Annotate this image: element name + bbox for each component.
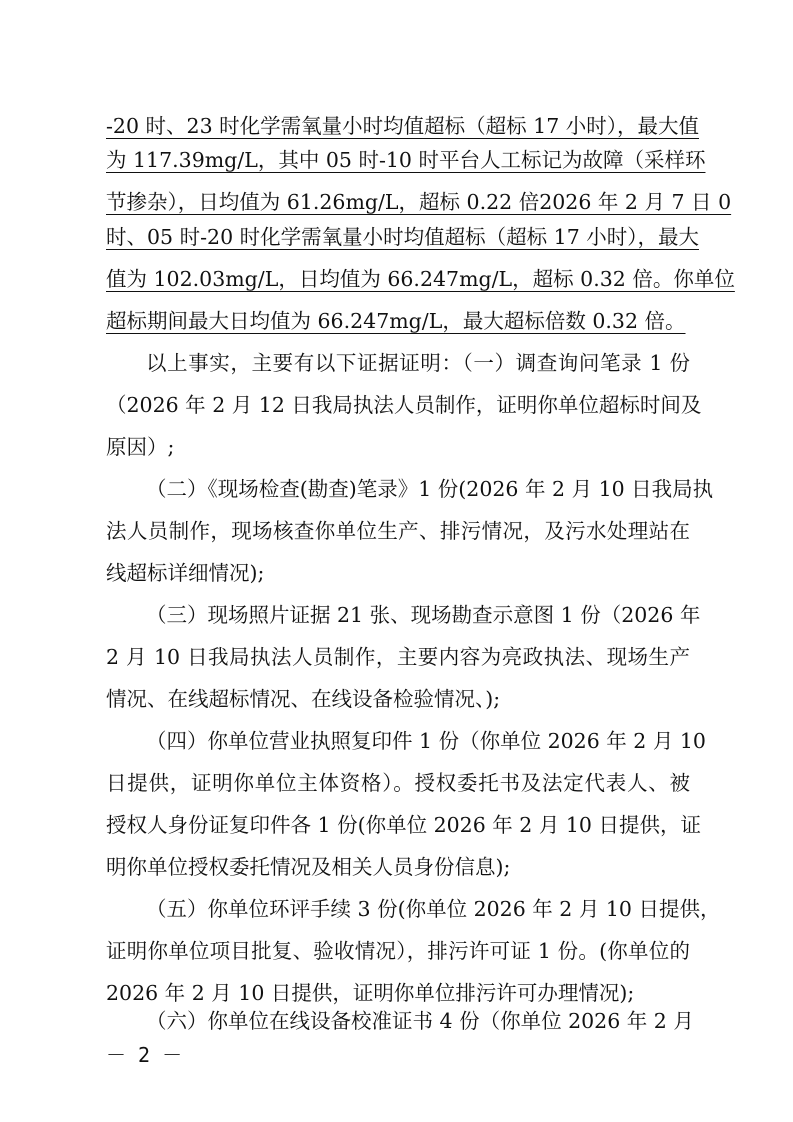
body-line: 以上事实，主要有以下证据证明：（一）调查询问笔录 1 份 <box>146 351 690 375</box>
body-line: 节掺杂），日均值为 61.26mg/L，超标 0.22 倍2026 年 2 月 7 日 0 <box>106 190 732 214</box>
body-line: （六）你单位在线设备校准证书 4 份（你单位 2026 年 2 月 <box>146 1009 694 1033</box>
body-line: 原因）; <box>106 435 175 459</box>
page-number: － 2 － <box>106 1043 183 1067</box>
body-line: （三）现场照片证据 21 张、现场勘查示意图 1 份（2026 年 <box>146 603 701 627</box>
body-line: （2026 年 2 月 12 日我局执法人员制作，证明你单位超标时间及 <box>106 393 702 417</box>
body-line: 为 117.39mg/L，其中 05 时-10 时平台人工标记为故障（采样环 <box>106 148 706 172</box>
body-line: 授权人身份证复印件各 1 份(你单位 2026 年 2 月 10 日提供，证 <box>106 813 701 837</box>
body-line: 线超标详细情况); <box>106 561 265 585</box>
body-line: 日提供，证明你单位主体资格）。授权委托书及法定代表人、被 <box>106 771 690 795</box>
body-line: 法人员制作，现场核查你单位生产、排污情况，及污水处理站在 <box>106 519 690 543</box>
body-line: 证明你单位项目批复、验收情况），排污许可证 1 份。(你单位的 <box>106 939 690 963</box>
body-line: -20 时、23 时化学需氧量小时均值超标（超标 17 小时），最大值 <box>106 114 699 138</box>
body-line: 2 月 10 日我局执法人员制作，主要内容为亮政执法、现场生产 <box>106 645 690 669</box>
body-line: 2026 年 2 月 10 日提供，证明你单位排污许可办理情况); <box>106 981 635 1005</box>
body-line: 情况、在线超标情况、在线设备检验情况、); <box>106 687 501 711</box>
body-line: 明你单位授权委托情况及相关人员身份信息); <box>106 855 511 879</box>
body-line: 时、05 时-20 时化学需氧量小时均值超标（超标 17 小时），最大 <box>106 225 699 249</box>
body-line: 超标期间最大日均值为 66.247mg/L，最大超标倍数 0.32 倍。 <box>106 309 686 333</box>
body-line: （二）《现场检查(勘查)笔录》1 份(2026 年 2 月 10 日我局执 <box>146 477 714 501</box>
body-line: （四）你单位营业执照复印件 1 份（你单位 2026 年 2 月 10 <box>146 729 706 753</box>
body-line: 值为 102.03mg/L，日均值为 66.247mg/L，超标 0.32 倍。你单位 <box>106 267 735 291</box>
body-line: （五）你单位环评手续 3 份(你单位 2026 年 2 月 10 日提供， <box>146 897 721 921</box>
